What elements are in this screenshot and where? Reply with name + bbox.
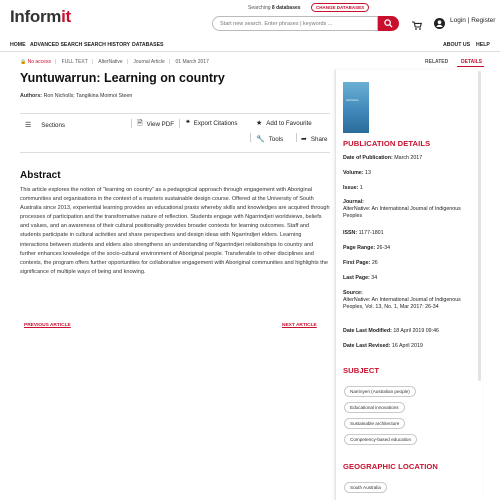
wrench-icon: 🔧 (256, 136, 265, 143)
user-icon[interactable] (434, 16, 445, 34)
next-article-link[interactable]: NEXT ARTICLE (282, 323, 317, 328)
field-page-range (343, 245, 478, 252)
active-tab-indicator (457, 66, 484, 67)
field-label: Journal: (343, 199, 364, 205)
divider (131, 119, 132, 128)
field-value: 18 April 2019 09:46 (393, 328, 439, 334)
view-pdf-label: View PDF (146, 121, 175, 128)
field-issn (343, 230, 478, 237)
share-icon: ➦ (301, 136, 307, 143)
subject-chip[interactable]: Competency-based education (344, 434, 417, 445)
journal-cover-image (343, 82, 369, 133)
quote-icon: ❝ (186, 120, 190, 127)
sections-button[interactable] (25, 121, 65, 129)
field-value: 13 (365, 170, 371, 176)
source-label: AlterNative (98, 59, 123, 65)
lock-icon: 🔒 (20, 59, 27, 65)
subject-chip[interactable]: Sustainable architecture (344, 418, 405, 429)
logo-text: Inform (10, 7, 62, 26)
subject-chip[interactable]: Educational innovations (344, 402, 405, 413)
field-label: Page Range: (343, 245, 376, 251)
field-volume (343, 170, 478, 177)
authors-value: Ron Nicholls; Tangikina Moimoi Steen (43, 93, 133, 99)
subject-chip[interactable]: Narrinyeri (Australian people) (344, 386, 416, 397)
main-nav (0, 41, 500, 52)
article-meta: 🔒 No access | FULL TEXT | AlterNative | Journal Article | 01 March 2017 (20, 59, 209, 65)
nav-about-us[interactable]: ABOUT US (443, 42, 471, 48)
login-register-link[interactable]: Login | Register (450, 17, 496, 24)
nav-help[interactable]: HELP (476, 42, 490, 48)
nav-home[interactable]: HOME (10, 42, 26, 48)
field-label: Volume: (343, 170, 364, 176)
publication-details-heading: PUBLICATION DETAILS (343, 139, 431, 148)
access-status: No access (27, 59, 51, 65)
field-value: 26-34 (376, 245, 391, 251)
field-label: Date Last Revised: (343, 343, 391, 349)
search-icon (384, 19, 393, 28)
type-label: Journal Article (133, 59, 165, 65)
searching-prefix: Searching (248, 5, 271, 11)
divider (20, 113, 330, 114)
divider (296, 133, 297, 142)
sections-label: Sections (41, 121, 66, 129)
field-value: 26 (371, 260, 378, 266)
tab-related[interactable]: RELATED (425, 59, 449, 65)
document-icon: 🗎 (137, 120, 143, 127)
add-favourite-button[interactable] (256, 119, 312, 127)
previous-article-link[interactable]: PREVIOUS ARTICLE (24, 323, 71, 328)
field-value: 34 (371, 275, 378, 281)
divider (20, 152, 330, 153)
cart-icon[interactable] (412, 17, 422, 35)
favourite-label: Add to Favourite (266, 119, 312, 127)
field-last-page (343, 275, 478, 282)
field-date-last-modified (343, 328, 478, 335)
field-date-of-publication (343, 155, 478, 162)
field-first-page (343, 260, 478, 267)
field-value: March 2017 (394, 155, 423, 161)
star-icon: ★ (256, 120, 263, 127)
top-header (0, 0, 500, 40)
field-value: 1177-1801 (358, 230, 384, 236)
subject-heading: SUBJECT (343, 366, 380, 375)
page-title: Yuntuwarrun: Learning on country (20, 71, 225, 85)
tools-label: Tools (268, 135, 284, 143)
field-label: Last Page: (343, 275, 370, 281)
nav-advanced-search[interactable]: ADVANCED SEARCH (30, 42, 83, 48)
authors-label: Authors: (20, 93, 43, 99)
field-label: Issue: (343, 185, 359, 191)
abstract-heading: Abstract (20, 170, 61, 181)
geo-chip[interactable]: South Australia (344, 482, 387, 493)
search-input[interactable]: Start new search. Enter phrases | keywords ... (212, 16, 378, 31)
field-value: AlterNative: An International Journal of Indigenous Peoples, Vol. 13, No. 1, Mar 2017: 26-34 (343, 297, 461, 311)
view-pdf-button[interactable] (137, 119, 174, 130)
share-label: Share (310, 135, 328, 143)
field-label: Date Last Modified: (343, 328, 392, 334)
searching-info (248, 5, 301, 11)
searching-count: 8 databases (271, 5, 301, 11)
share-button[interactable] (301, 135, 327, 143)
panel-scrollbar[interactable] (478, 71, 481, 381)
abstract-text: This article explores the notion of “learning on country” as a pedagogical approach through engagement with Aboriginal communities and organisations in the context of a masters sustainable design course. Offered at the University of South Australia since 2013, experiential learning provides an educational praxis whereby skills and knowledges are acquired through processes of participation and the transformative nature of reflection. Students engage with Ngarrindjeri worldviews, beliefs and values, and an awareness of their cultural positionality provides broader contexts for learning outcomes. Staff and students participate in cultural activities and share perspectives and design ideas with Ngarrindjeri elders. Learning interactions between students and elders also strengthens an understanding of Ngarrindjeri relationships to country and further enhances knowledge of the socio-cultural environment of Aboriginal people. Transferable to other disciplines and contexts, the program offers further opportunities for collaborative engagement with Aboriginal communities and highlights the significance of multiple ways of being and knowing. (20, 187, 330, 275)
field-label: ISSN: (343, 230, 358, 236)
date-label: 01 March 2017 (175, 59, 209, 65)
field-label: Date of Publication: (343, 155, 393, 161)
change-databases-button[interactable]: CHANGE DATABASES (311, 3, 369, 12)
field-value: AlterNative: An International Journal of Indigenous Peoples (343, 206, 461, 220)
field-label: Source: (343, 290, 363, 296)
nav-search-history[interactable]: SEARCH HISTORY (84, 42, 131, 48)
format-label: FULL TEXT (61, 59, 88, 65)
tab-details[interactable]: DETAILS (461, 59, 483, 65)
export-citations-button[interactable] (186, 119, 237, 127)
geographic-location-heading: GEOGRAPHIC LOCATION (343, 462, 438, 471)
search-button[interactable] (378, 16, 399, 31)
divider (250, 133, 251, 142)
field-date-last-revised (343, 343, 478, 350)
field-issue (343, 185, 478, 192)
field-value: 1 (359, 185, 363, 191)
field-source (343, 290, 478, 312)
tools-button[interactable] (256, 135, 283, 143)
nav-databases[interactable]: DATABASES (132, 42, 164, 48)
field-value: 16 April 2019 (391, 343, 423, 349)
menu-icon: ☰ (25, 122, 32, 129)
field-label: First Page: (343, 260, 371, 266)
informit-logo[interactable]: Informit (10, 7, 71, 26)
cover-title: AlterNative (346, 99, 359, 102)
divider (179, 119, 180, 128)
field-journal (343, 199, 478, 221)
export-label: Export Citations (193, 119, 238, 127)
authors-line (20, 93, 132, 99)
